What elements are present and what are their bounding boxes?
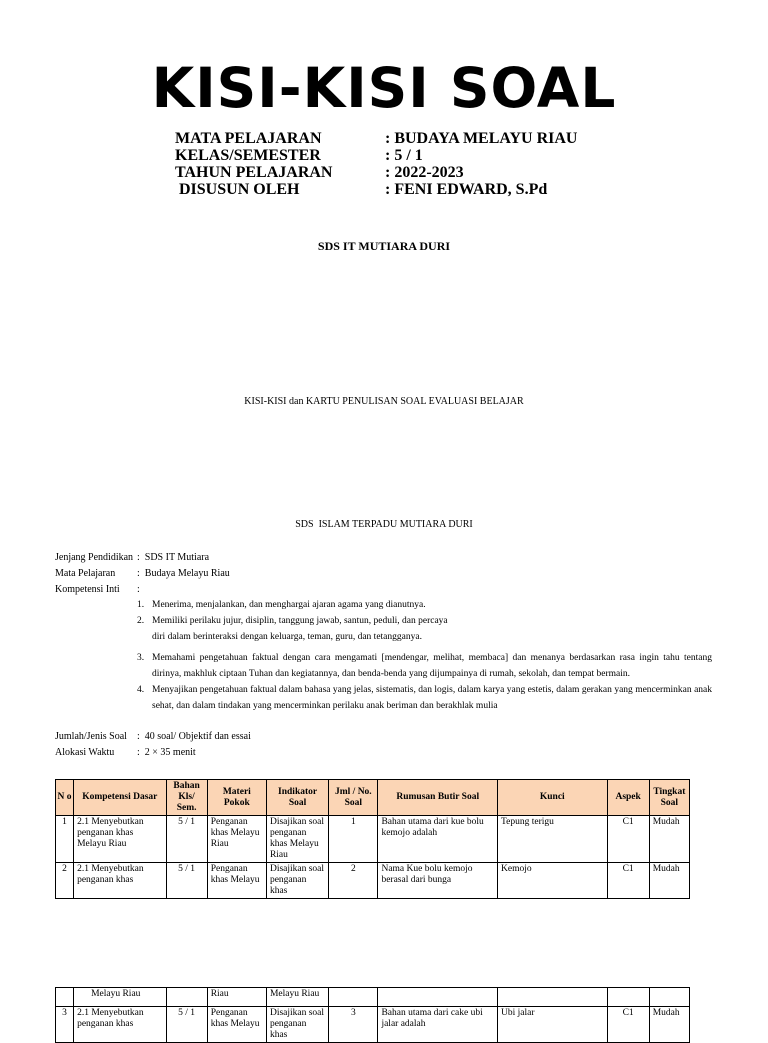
- document-title: KISI-KISI SOAL: [151, 56, 617, 120]
- cell-indikator: Disajikan soal penganan khas: [266, 863, 328, 899]
- header-cell: Kompetensi Dasar: [74, 780, 166, 816]
- cell-materi: Penganan khas Melayu: [207, 1007, 266, 1043]
- cell-indikator: Disajikan soal penganan khas: [266, 1007, 328, 1043]
- kd-number: 2.1: [77, 817, 89, 827]
- cell-kls: 5 / 1: [166, 1007, 207, 1043]
- cell-no: 2: [56, 863, 74, 899]
- ki-number: 2.: [137, 616, 145, 626]
- cell-kd: [74, 816, 166, 863]
- table-row-continuation: [56, 988, 690, 1007]
- header-cell: Aspek: [607, 780, 649, 816]
- cell-kd: [74, 863, 166, 899]
- cell-jml: 3: [329, 1007, 378, 1043]
- cell-tingkat: Mudah: [649, 1007, 689, 1043]
- info-label: Jenjang Pendidikan: [55, 552, 134, 563]
- ki-text: Memiliki perilaku jujur, disiplin, tanggung jawab, santun, peduli, dan percaya diri dalam berinteraksi dengan keluarga, teman, guru, dan tetangganya.: [152, 616, 448, 642]
- ki-item: [137, 597, 712, 613]
- cell-materi: Riau: [207, 988, 266, 1007]
- cell-jml: 1: [329, 816, 378, 863]
- header-cell: Indikator Soal: [266, 780, 328, 816]
- ki-item: [137, 650, 712, 682]
- info-value: : 40 soal/ Objektif dan essai: [137, 731, 251, 742]
- info-value: : SDS IT Mutiara: [137, 552, 210, 563]
- cell-empty: [498, 988, 608, 1007]
- cell-materi: Penganan khas Melayu Riau: [207, 816, 266, 863]
- ki-text: Menyajikan pengetahuan faktual dalam bahasa yang jelas, sistematis, dan logis, dalam karya yang estetis, dalam gerakan yang mencerminkan anak sehat, dan dalam tindakan yang mencerminkan perilaku anak beriman dan berakhlak mulia: [152, 685, 712, 711]
- header-cell: Jml / No. Soal: [329, 780, 378, 816]
- cell-tingkat: Mudah: [649, 816, 689, 863]
- info-label: Jumlah/Jenis Soal: [55, 731, 127, 742]
- cell-rumusan: Bahan utama dari kue bolu kemojo adalah: [378, 816, 498, 863]
- meta-label: DISUSUN OLEH: [175, 181, 300, 198]
- cell-empty: [378, 988, 498, 1007]
- info-label: Mata Pelajaran: [55, 568, 116, 579]
- cell-empty: [607, 988, 649, 1007]
- cell-indikator: Disajikan soal penganan khas Melayu Riau: [266, 816, 328, 863]
- question-grid-table: [55, 779, 690, 899]
- ki-number: 1.: [137, 600, 145, 610]
- cell-aspek: C1: [607, 863, 649, 899]
- kd-number: 2.1: [77, 864, 89, 874]
- header-cell: Rumusan Butir Soal: [378, 780, 498, 816]
- cell-materi: Penganan khas Melayu: [207, 863, 266, 899]
- table-row: [56, 1007, 690, 1043]
- info-label: Alokasi Waktu: [55, 747, 115, 758]
- cell-aspek: C1: [607, 816, 649, 863]
- cell-kunci: Ubi jalar: [498, 1007, 608, 1043]
- header-cell: N o: [56, 780, 74, 816]
- ki-item: [137, 613, 712, 645]
- cell-kls: 5 / 1: [166, 863, 207, 899]
- cell-kd: [74, 1007, 166, 1043]
- school-name: SDS IT MUTIARA DURI: [317, 239, 451, 253]
- cell-no: 1: [56, 816, 74, 863]
- table-row: [56, 816, 690, 863]
- ki-item: [137, 682, 712, 714]
- kd-text: Melayu Riau: [91, 989, 141, 999]
- header-cell: Tingkat Soal: [649, 780, 689, 816]
- cell-aspek: C1: [607, 1007, 649, 1043]
- meta-value: : 2022-2023: [385, 164, 464, 181]
- kd-text: Menyebutkan penganan khas Melayu Riau: [77, 817, 144, 849]
- cell-rumusan: Nama Kue bolu kemojo berasal dari bunga: [378, 863, 498, 899]
- meta-label: MATA PELAJARAN: [175, 130, 322, 147]
- question-grid-table-continued: [55, 987, 690, 1043]
- info-value: : Budaya Melayu Riau: [137, 568, 230, 579]
- cell-kls: 5 / 1: [166, 816, 207, 863]
- meta-label: KELAS/SEMESTER: [175, 147, 321, 164]
- header-cell: Bahan Kls/ Sem.: [166, 780, 207, 816]
- table-header-row: [56, 780, 690, 816]
- meta-value: : FENI EDWARD, S.Pd: [385, 181, 548, 198]
- ki-text: Menerima, menjalankan, dan menghargai ajaran agama yang dianutnya.: [152, 600, 426, 610]
- cell-kunci: Tepung terigu: [498, 816, 608, 863]
- ki-number: 3.: [137, 653, 145, 663]
- info-label: Kompetensi Inti: [55, 584, 120, 595]
- meta-value: : BUDAYA MELAYU RIAU: [385, 130, 578, 147]
- table-row: [56, 863, 690, 899]
- cell-empty: [166, 988, 207, 1007]
- cell-empty: [329, 988, 378, 1007]
- ki-number: 4.: [137, 685, 145, 695]
- header-cell: Kunci: [498, 780, 608, 816]
- cell-indikator: Melayu Riau: [266, 988, 328, 1007]
- kd-number: 2.1: [77, 1008, 89, 1018]
- info-value: : 2 × 35 menit: [137, 747, 196, 758]
- document-subtitle: KISI-KISI dan KARTU PENULISAN SOAL EVALUASI BELAJAR: [244, 396, 524, 407]
- cell-empty: [649, 988, 689, 1007]
- cell-jml: 2: [329, 863, 378, 899]
- meta-label: TAHUN PELAJARAN: [175, 164, 333, 181]
- kd-text: Menyebutkan penganan khas: [77, 864, 144, 885]
- school-full-name: SDS ISLAM TERPADU MUTIARA DURI: [295, 519, 473, 530]
- info-value: :: [137, 584, 140, 595]
- cell-kd: [74, 988, 166, 1007]
- kd-text: Menyebutkan penganan khas: [77, 1008, 144, 1029]
- ki-text: Memahami pengetahuan faktual dengan cara mengamati [mendengar, melihat, membaca] dan menanya berdasarkan rasa ingin tahu tentang dirinya, makhluk ciptaan Tuhan dan kegiatannya, dan benda-benda yang dijumpainya di rumah, sekolah, dan tempat bermain.: [152, 653, 712, 679]
- cell-kunci: Kemojo: [498, 863, 608, 899]
- meta-value: : 5 / 1: [385, 147, 423, 164]
- header-cell: Materi Pokok: [207, 780, 266, 816]
- cell-empty: [56, 988, 74, 1007]
- cell-no: 3: [56, 1007, 74, 1043]
- cell-rumusan: Bahan utama dari cake ubi jalar adalah: [378, 1007, 498, 1043]
- cell-tingkat: Mudah: [649, 863, 689, 899]
